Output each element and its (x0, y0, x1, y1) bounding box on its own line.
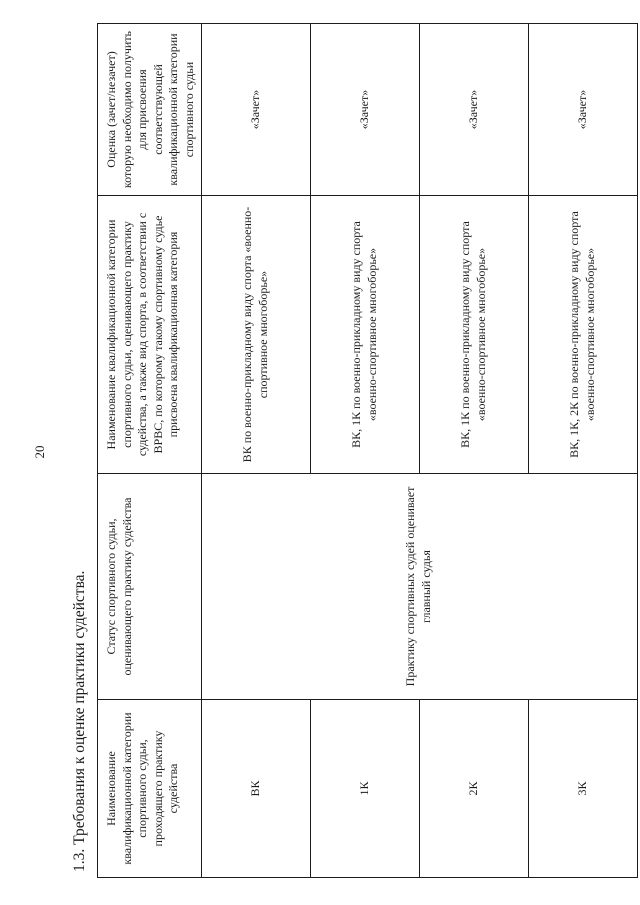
rotated-page-content (70, 15, 640, 890)
section-heading: 1.3. Требования к оценке практики судейства. (71, 570, 88, 872)
header-trainee-category: Наименование квалификационной категории спортивного судьи, проходящего практику судейства (98, 700, 202, 878)
trainee-category-cell: 3К (528, 700, 637, 878)
header-evaluator-status: Статус спортивного судьи, оценивающего практику судейства (98, 474, 202, 700)
header-evaluator-category: Наименование квалификационной категории спортивного судьи, оценивающего практику судейства, а также вид спорта, в соответствии с ВРВС, по которому такому спортивному судье присвоена квалификационная категория (98, 196, 202, 474)
table-row (201, 24, 310, 878)
table-header-row (98, 24, 202, 878)
evaluator-category-cell: ВК, 1К по военно-прикладному виду спорта «военно-спортивное многоборье» (310, 196, 419, 474)
evaluator-category-cell: ВК, 1К, 2К по военно-прикладному виду спорта «военно-спортивное многоборье» (528, 196, 637, 474)
table-row (528, 24, 637, 878)
page-number: 20 (32, 445, 47, 459)
required-grade-cell: «Зачет» (528, 24, 637, 196)
table-row (310, 24, 419, 878)
trainee-category-cell: 1К (310, 700, 419, 878)
judging-practice-table (97, 23, 638, 878)
evaluator-category-cell: ВК по военно-прикладному виду спорта «военно-спортивное многоборье» (201, 196, 310, 474)
evaluator-status-cell: Практику спортивных судей оценивает главный судья (201, 474, 637, 700)
trainee-category-cell: 2К (419, 700, 528, 878)
required-grade-cell: «Зачет» (419, 24, 528, 196)
header-required-grade: Оценка (зачет/незачет) которую необходимо получить для присвоения соответствующей квалификационной категории спортивного судьи (98, 24, 202, 196)
evaluator-category-cell: ВК, 1К по военно-прикладному виду спорта «военно-спортивное многоборье» (419, 196, 528, 474)
table-row (419, 24, 528, 878)
trainee-category-cell: ВК (201, 700, 310, 878)
required-grade-cell: «Зачет» (201, 24, 310, 196)
required-grade-cell: «Зачет» (310, 24, 419, 196)
